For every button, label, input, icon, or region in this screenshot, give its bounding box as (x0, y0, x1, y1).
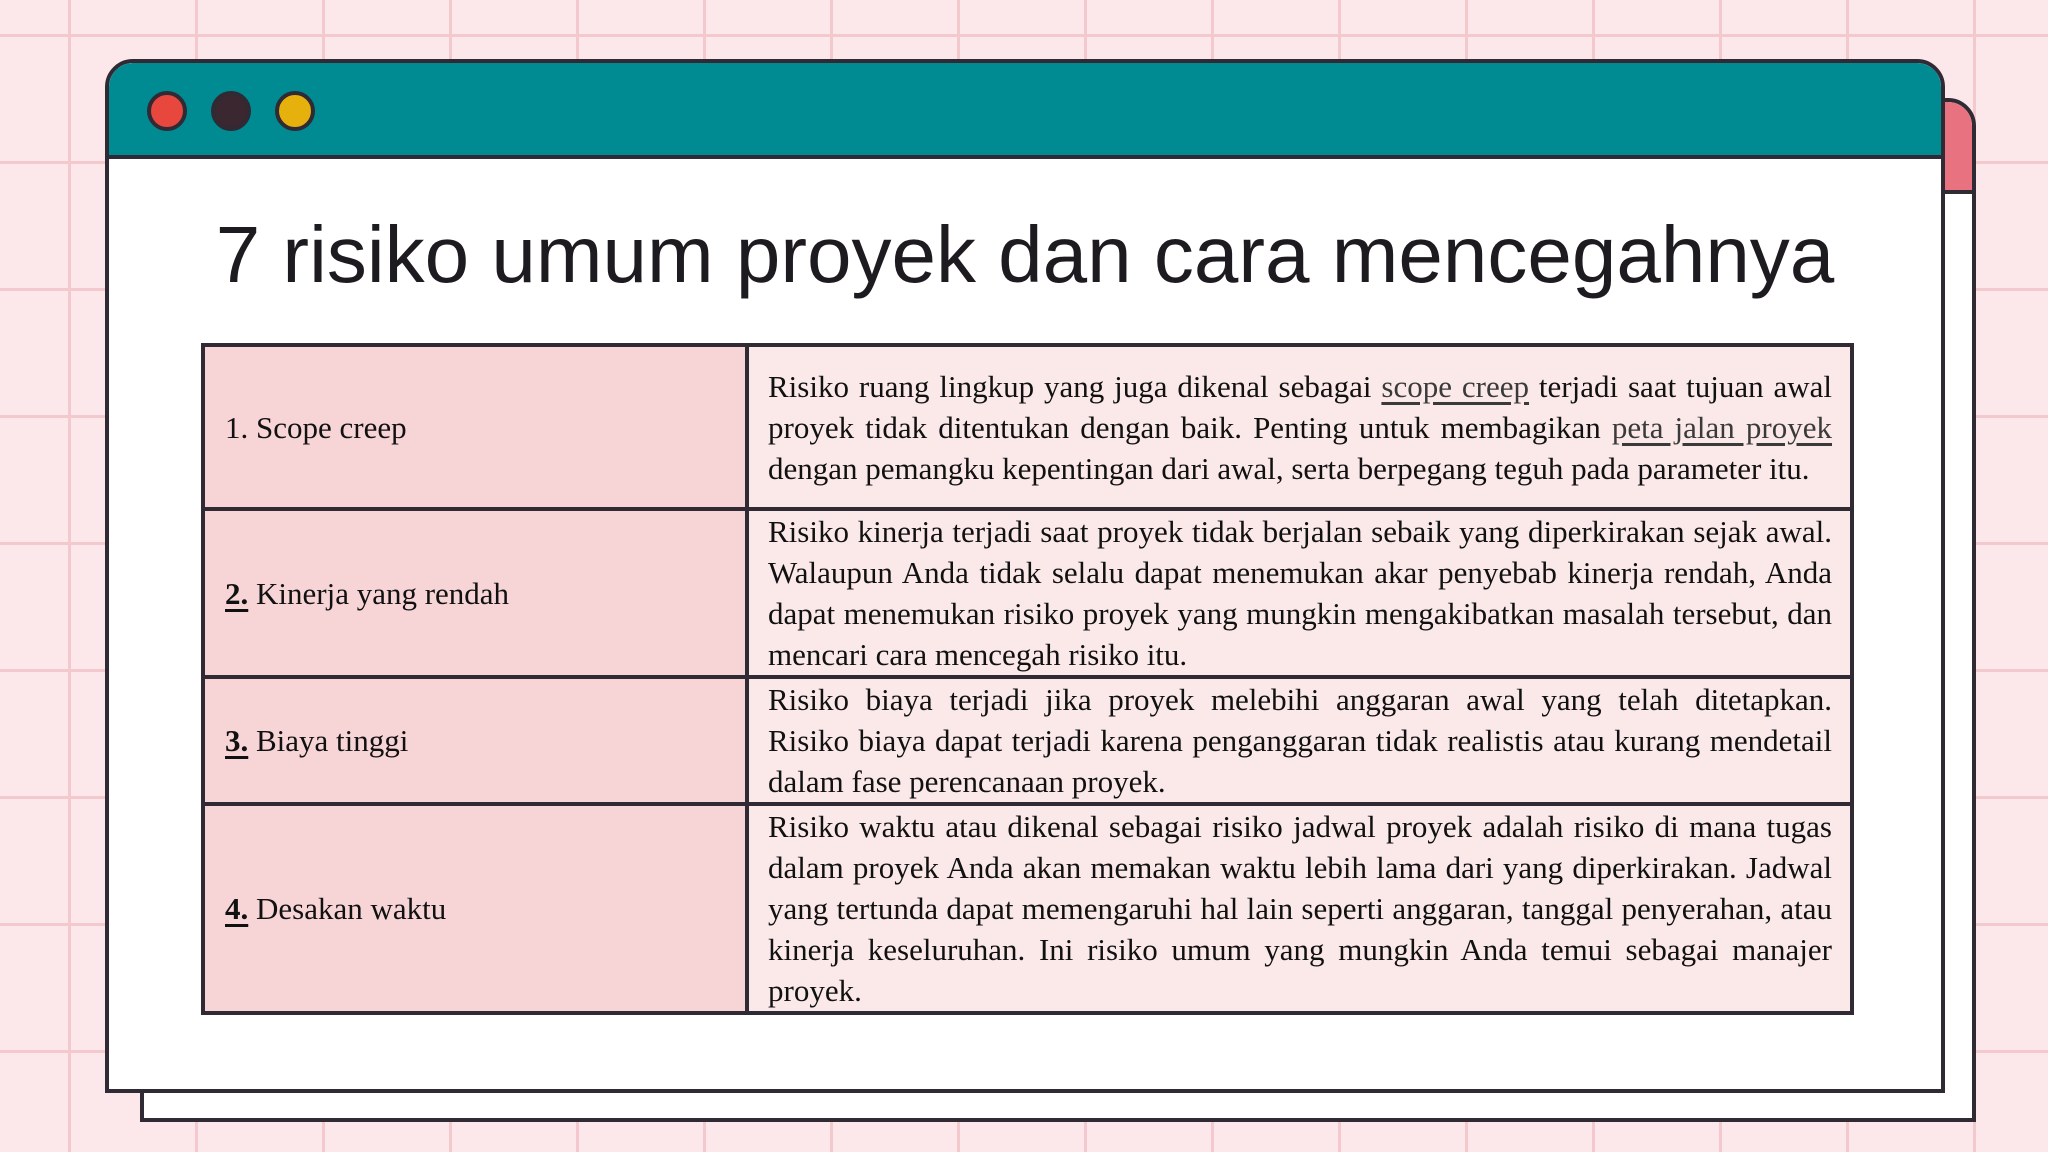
scope-creep-link[interactable]: scope creep (1381, 368, 1530, 404)
risk-number: 3. (225, 723, 249, 758)
maximize-dot-icon[interactable] (275, 91, 315, 131)
risk-name-cell (203, 509, 747, 677)
risk-name: Kinerja yang rendah (256, 575, 510, 611)
slide-title: 7 risiko umum proyek dan cara mencegahnya (215, 210, 1835, 299)
risk-number: 2. (225, 575, 249, 611)
risk-description-cell: Risiko biaya terjadi jika proyek melebihi anggaran awal yang telah ditetapkan. Risiko biaya dapat terjadi karena penganggaran tidak realistis atau kurang mendetail dalam fase perencanaan proyek. (747, 677, 1852, 804)
table-row (203, 804, 1852, 1013)
risk-name: Biaya tinggi (256, 723, 409, 758)
slide-window (105, 59, 1945, 1093)
risk-description-text: Risiko ruang lingkup yang juga dikenal sebagai (768, 368, 1382, 404)
minimize-dot-icon[interactable] (211, 91, 251, 131)
risk-name-cell (203, 345, 747, 509)
table-row (203, 509, 1852, 677)
risk-number: 4. (225, 891, 249, 926)
risk-table (201, 343, 1854, 1015)
table-row (203, 345, 1852, 509)
risk-name-cell (203, 804, 747, 1013)
risk-description-cell (747, 345, 1852, 509)
risk-description-text: dengan pemangku kepentingan dari awal, serta berpegang teguh pada parameter itu. (768, 450, 1810, 486)
close-dot-icon[interactable] (147, 91, 187, 131)
risk-name-cell (203, 677, 747, 804)
window-titlebar (109, 63, 1941, 159)
project-roadmap-link[interactable]: peta jalan proyek (1611, 409, 1832, 445)
risk-description-cell: Risiko kinerja terjadi saat proyek tidak berjalan sebaik yang diperkirakan sejak awal. Walaupun Anda tidak selalu dapat menemukan akar penyebab kinerja rendah, Anda dapat menemukan risiko proyek yang mungkin mengakibatkan masalah tersebut, dan mencari cara mencegah risiko itu. (747, 509, 1852, 677)
risk-name: Desakan waktu (256, 891, 447, 926)
risk-description-cell: Risiko waktu atau dikenal sebagai risiko jadwal proyek adalah risiko di mana tugas dalam proyek Anda akan memakan waktu lebih lama dari yang diperkirakan. Jadwal yang tertunda dapat memengaruhi hal lain seperti anggaran, tanggal penyerahan, atau kinerja keseluruhan. Ini risiko umum yang mungkin Anda temui sebagai manajer proyek. (747, 804, 1852, 1013)
table-row (203, 677, 1852, 804)
risk-name: Scope creep (256, 409, 407, 445)
risk-number: 1. (225, 409, 249, 445)
risk-description-text: terjadi saat tujuan awal proyek tidak ditentukan dengan baik. Penting untuk membagikan (768, 368, 1832, 445)
